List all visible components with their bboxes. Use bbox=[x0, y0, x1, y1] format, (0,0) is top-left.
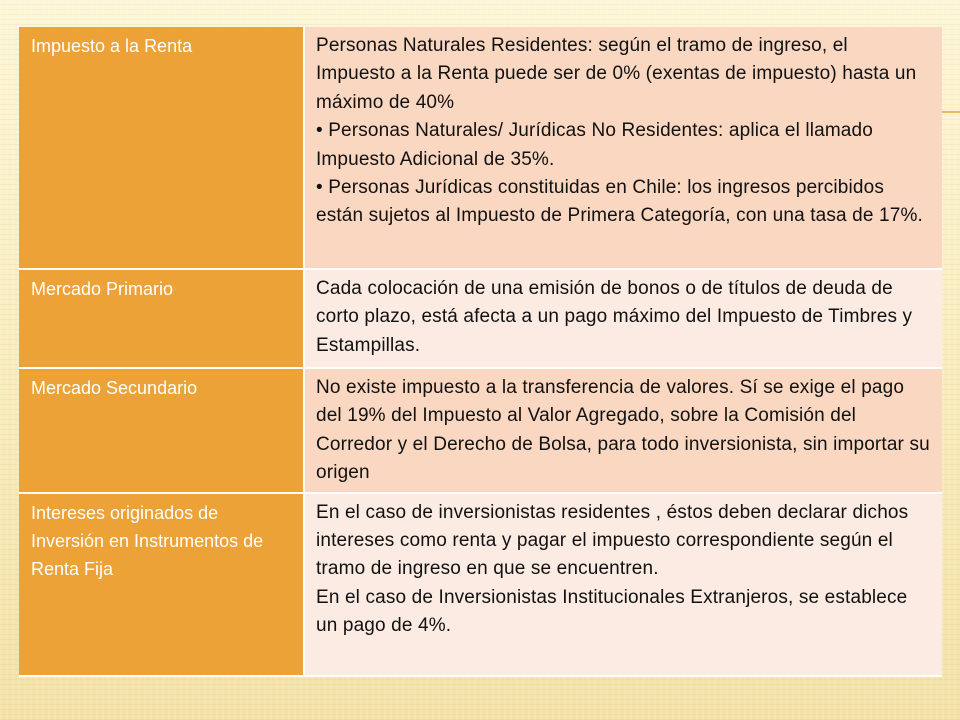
description-bullet: • Personas Jurídicas constituidas en Chile: los ingresos percibidos están sujetos al Impuesto de Primera Categoría, con una tasa de 17%. bbox=[316, 177, 923, 227]
row-label: Mercado Primario bbox=[19, 270, 305, 369]
description-paragraph: En el caso de Inversionistas Institucionales Extranjeros, se establece un pago de 4%. bbox=[316, 586, 908, 637]
row-description bbox=[305, 27, 942, 270]
table-row-mercado-secundario bbox=[19, 369, 942, 494]
description-paragraph: No existe impuesto a la transferencia de valores. Sí se exige el pago del 19% del Impuesto al Valor Agregado, sobre la Comisión del Corredor y el Derecho de Bolsa, para todo inversionista, sin importar su origen bbox=[316, 377, 930, 484]
description-paragraph: Personas Naturales Residentes: según el tramo de ingreso, el Impuesto a la Renta puede ser de 0% (exentas de impuesto) hasta un máximo de 40% bbox=[316, 35, 917, 113]
table-row-mercado-primario bbox=[19, 270, 942, 369]
table-row-impuesto-renta bbox=[19, 27, 942, 270]
tax-info-table bbox=[19, 27, 942, 677]
row-label: Impuesto a la Renta bbox=[19, 27, 305, 270]
row-description bbox=[305, 494, 942, 677]
row-label: Mercado Secundario bbox=[19, 369, 305, 494]
description-paragraph: En el caso de inversionistas residentes , éstos deben declarar dichos intereses como renta y pagar el impuesto correspondiente según el tramo de ingreso en que se encuentren. bbox=[316, 501, 909, 580]
row-description bbox=[305, 270, 942, 369]
description-bullet: • Personas Naturales/ Jurídicas No Residentes: aplica el llamado Impuesto Adicional de 35%. bbox=[316, 120, 873, 170]
table-row-intereses-renta-fija bbox=[19, 494, 942, 677]
row-description bbox=[305, 369, 942, 494]
row-label: Intereses originados de Inversión en Instrumentos de Renta Fija bbox=[19, 494, 305, 677]
description-paragraph: Cada colocación de una emisión de bonos o de títulos de deuda de corto plazo, está afecta a un pago máximo del Impuesto de Timbres y Estampillas. bbox=[316, 278, 913, 356]
